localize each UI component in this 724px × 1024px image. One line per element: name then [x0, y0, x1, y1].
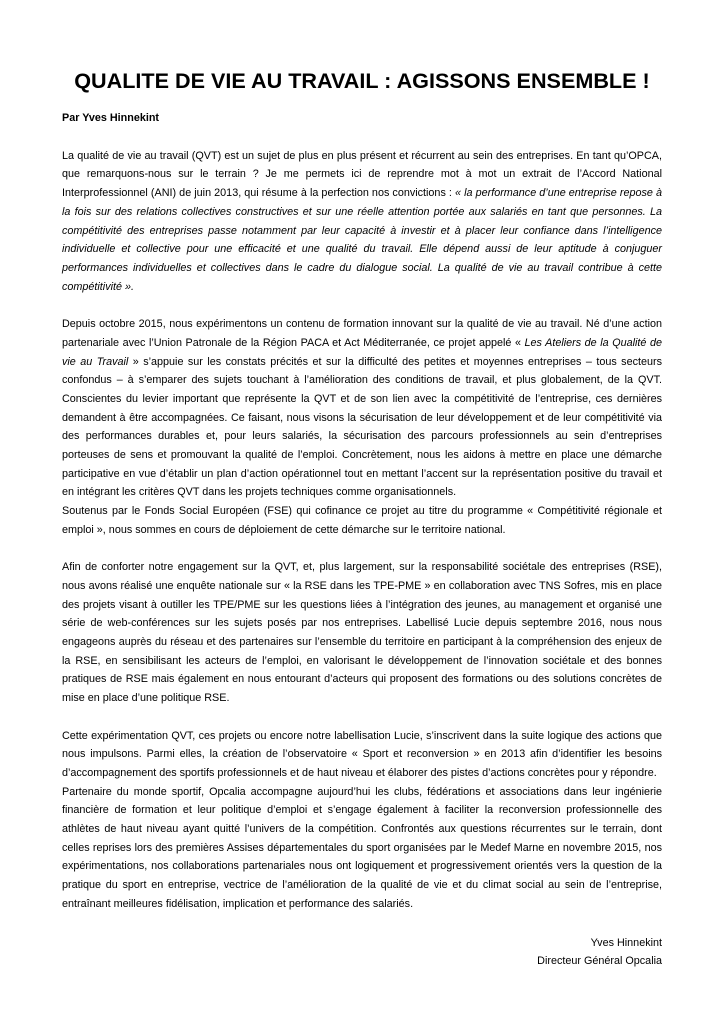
paragraph [62, 727, 662, 914]
byline: Par Yves Hinnekint [62, 112, 160, 125]
signature-role: Directeur Général Opcalia [537, 955, 662, 968]
italic-text-segment: Les Ateliers de la Qualité de vie au Travail [62, 336, 662, 368]
text-segment: Afin de conforter notre engagement sur la QVT, et, plus largement, sur la responsabilité sociétale des entreprises (RSE), nous avons réalisé une enquête nationale sur « la RSE dans les TPE-PME » en collaboration avec TNS Sofres, mis en place des projets visant à outiller les TPE/PME sur les questions liées à l’intégration des jeunes, au management et organisé une série de web-conférences sur les sujets posés par nos entreprises. Labellisé Lucie depuis septembre 2016, nous nous engageons auprès du réseau et des partenaires sur l’ensemble du territoire en participant à la compréhension des enjeux de la RSE, en sensibilisant les acteurs de l’emploi, en valorisant le développement de l’innovation sociétale et des bonnes pratiques de RSE mais également en nous entourant d’acteurs qui proposent des formations ou des solutions concrètes de mise en place d’une politique RSE. [62, 561, 662, 705]
text-segment: Depuis octobre 2015, nous expérimentons un contenu de formation innovant sur la qualité de vie au travail. Né d’une action partenariale avec l’Union Patronale de la Région PACA et Act Méditerranée, ce projet appelé « [62, 318, 662, 349]
paragraph [62, 558, 662, 708]
paragraph [62, 315, 662, 539]
document-body [62, 147, 662, 914]
signature-name: Yves Hinnekint [590, 936, 662, 949]
italic-text-segment: « la performance d’une entreprise repose à la fois sur des relations collectives constructives et sur une réelle attention portée aux salariés en tant que personnes. La compétitivité des entreprises passe notamment par leur capacité à investir et à placer leur confiance dans l’intelligence individuelle et collective pour une efficacité et une qualité du travail. Elle dépend aussi de leur aptitude à conjuguer performances individuelles et collectives dans le cadre du dialogue social. La qualité de vie au travail contribue à cette compétitivité ». [62, 187, 662, 293]
text-segment: Partenaire du monde sportif, Opcalia accompagne aujourd’hui les clubs, fédérations et associations dans leur ingénierie financière de formation et leur politique d’emploi et s’engage également à faciliter la reconversion professionnelle des athlètes de haut niveau ayant quitté l’univers de la compétition. Confrontés aux questions récurrentes sur le terrain, dont celles reprises lors des premières Assises départementales du sport organisées par le Medef Marne en novembre 2015, nos expérimentations, nos collaborations partenariales nous ont logiquement et progressivement orientés vers la question de la pratique du sport en entreprise, vectrice de l’amélioration de la qualité de vie et du climat social au sein de l’entreprise, entraînant meilleures fidélisation, implication et performance des salariés. [62, 785, 662, 910]
page-title: QUALITE DE VIE AU TRAVAIL : AGISSONS ENSEMBLE ! [74, 68, 650, 93]
text-segment: La qualité de vie au travail (QVT) est un sujet de plus en plus présent et récurrent au sein des entreprises. En tant qu’OPCA, que remarquons-nous sur le terrain ? Je me permets ici de reprendre mot à mot un extrait de l’Accord National Interprofessionnel (ANI) de juin 2013, qui résume à la perfection nos convictions : [62, 149, 662, 200]
paragraph [62, 147, 662, 297]
text-segment: Soutenus par le Fonds Social Européen (FSE) qui cofinance ce projet au titre du programme « Compétitivité régionale et emploi », nous sommes en cours de déploiement de cette démarche sur le territoire national. [62, 505, 662, 536]
text-segment: Cette expérimentation QVT, ces projets ou encore notre labellisation Lucie, s’inscrivent dans la suite logique des actions que nous impulsons. Parmi elles, la création de l’observatoire « Sport et reconversion » en 2013 afin d’identifier les besoins d’accompagnement des sportifs professionnels et de haut niveau et élaborer des pistes d’actions concrètes pour y répondre. [62, 729, 662, 779]
signature-block [62, 934, 662, 971]
text-segment: » s’appuie sur les constats précités et sur la difficulté des petites et moyennes entreprises – tous secteurs confondus – à s’emparer des sujets touchant à l’amélioration des conditions de travail, et plus globalement, de la QVT. Conscientes du levier important que représente la QVT et de son lien avec la compétitivité de l’entreprise, ces dernières demandent à être accompagnées. Ce faisant, nous visons la sécurisation de leur développement et de leur compétitivité via des performances durables et, pour leurs salariés, la sécurisation des parcours professionnels au sein d’entreprises porteuses de sens et promouvant la qualité de l’emploi. Concrètement, nous les aidons à mettre en place une démarche participative en vue d’établir un plan d’action opérationnel tout en mettant l’accent sur la représentation positive du travail et en intégrant les critères QVT dans les projets techniques comme organisationnels. [62, 355, 662, 499]
